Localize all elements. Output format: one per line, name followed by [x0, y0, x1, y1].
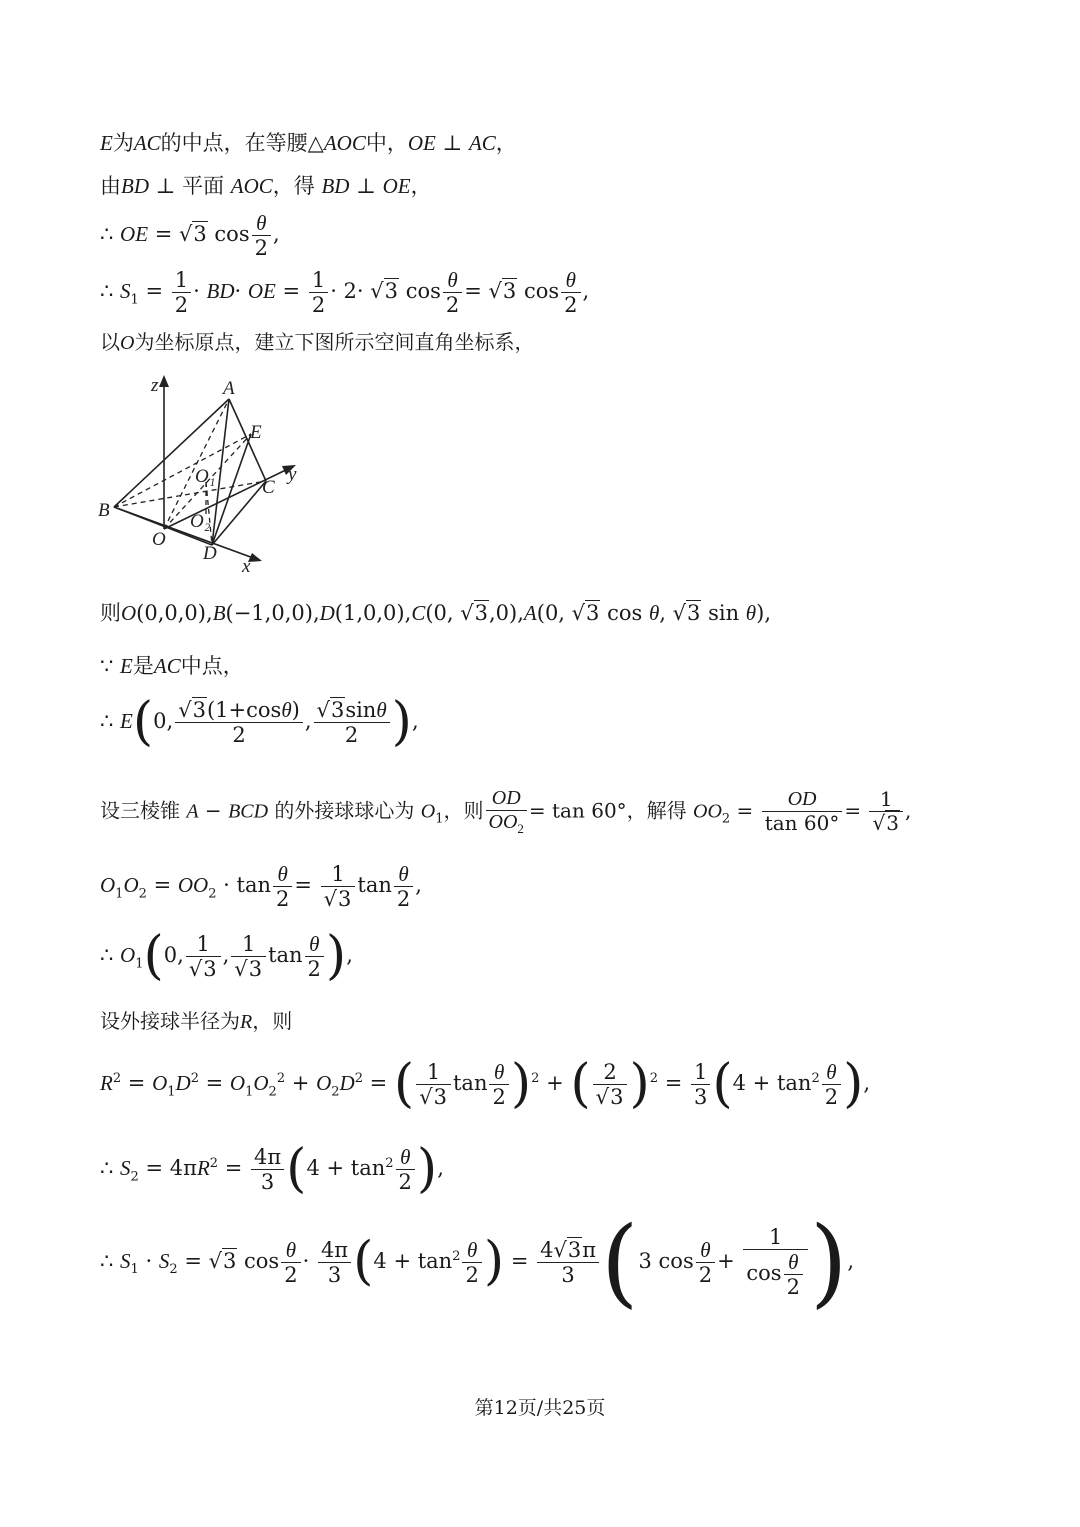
label-z: z — [151, 375, 159, 396]
label-O2: O₂ — [190, 511, 211, 532]
page-footer: 第12页/共25页 — [474, 1397, 606, 1419]
formula-s1s2: ∴ $S_1 \cdot S_2 = √3$ cos $\frac{\theta}{2}$ · $\frac{4\pi}{3}$ ($4 + \tan^2$ $\frac{\theta}{2}$ ) = $\frac{4√3\pi}{3}$ (3 cos $\frac{\theta}{2}$ + 1 cos $\frac{\theta}{2}$ ), — [100, 1206, 855, 1318]
text-line-5: 以O为坐标原点，建立下图所示空间直角坐标系， — [100, 330, 535, 354]
label-O: O — [152, 529, 166, 550]
text-line-1: E为AC的中点，在等腰△AOC中，OE ⊥ AC， — [100, 131, 517, 155]
label-y: y — [288, 464, 297, 485]
formula-oo2: 设三棱锥 A − BCD 的外接球球心为 $O_1$，则 $\frac{OD}{OO_2}$ = tan 60°，解得 $OO_2$ = $\frac{OD}{\tan 60^\circ}$ = $\frac{1}{√3}$ , — [100, 787, 912, 836]
label-A: A — [223, 378, 235, 399]
formula-s1: ∴ $S_1$ = $\frac{1}{2}$ · BD· OE = $\frac{1}{2}$ · 2· √3 cos $\frac{\theta}{2}$ = √3 cos $\frac{\theta}{2}$ , — [100, 268, 590, 318]
label-B: B — [98, 500, 110, 521]
label-E: E — [250, 422, 262, 443]
text-line-12: 设外接球半径为R，则 — [100, 1009, 293, 1033]
text-line-7: ∵ E是AC中点， — [100, 654, 244, 678]
text-line-2: 由BD ⊥ 平面 AOC，得 BD ⊥ OE， — [100, 174, 432, 198]
formula-o1: ∴ $O_1(0$, $\frac{1}{√3}$ , $\frac{1}{√3}$ tan $\frac{\theta}{2}$ ), — [100, 925, 353, 986]
formula-oe: ∴ OE = √3 cos $\frac{\theta}{2}$ , — [100, 211, 280, 261]
formula-s2: ∴ $S_2 = 4\pi R^2$ = $\frac{4\pi}{3}$ ($4 + \tan^2$ $\frac{\theta}{2}$ ), — [100, 1138, 444, 1199]
formula-r2: $R^2 = O_1D^2 = O_1O_2^2 + O_2D^2$ = ( $\frac{1}{√3}$ tan $\frac{\theta}{2}$ )$^2$ + ( $\frac{2}{√3}$ )$^2$ = $\frac{1}{3}$ ($4 + \tan^2$ $\frac{\theta}{2}$ ), — [100, 1053, 871, 1114]
label-C: C — [262, 477, 275, 498]
label-D: D — [203, 543, 217, 564]
label-x: x — [242, 556, 251, 577]
formula-o1o2: $O_1O_2 = OO_2 \cdot \tan$ $\frac{\theta}{2}$ = $\frac{1}{√3}$ tan $\frac{\theta}{2}$ , — [100, 862, 422, 912]
formula-coordinates: 则O(0,0,0),B(−1,0,0),D(1,0,0),C(0, √3,0),A(0, √3 cos θ, √3 sin θ), — [100, 601, 771, 625]
formula-e: ∴ E(0, $\frac{√3(1+\cos\theta)}{2}$ , $\frac{√3\sin\theta}{2}$ ), — [100, 691, 419, 752]
label-O1: O₁ — [195, 466, 216, 487]
tetrahedron-figure — [96, 367, 306, 579]
